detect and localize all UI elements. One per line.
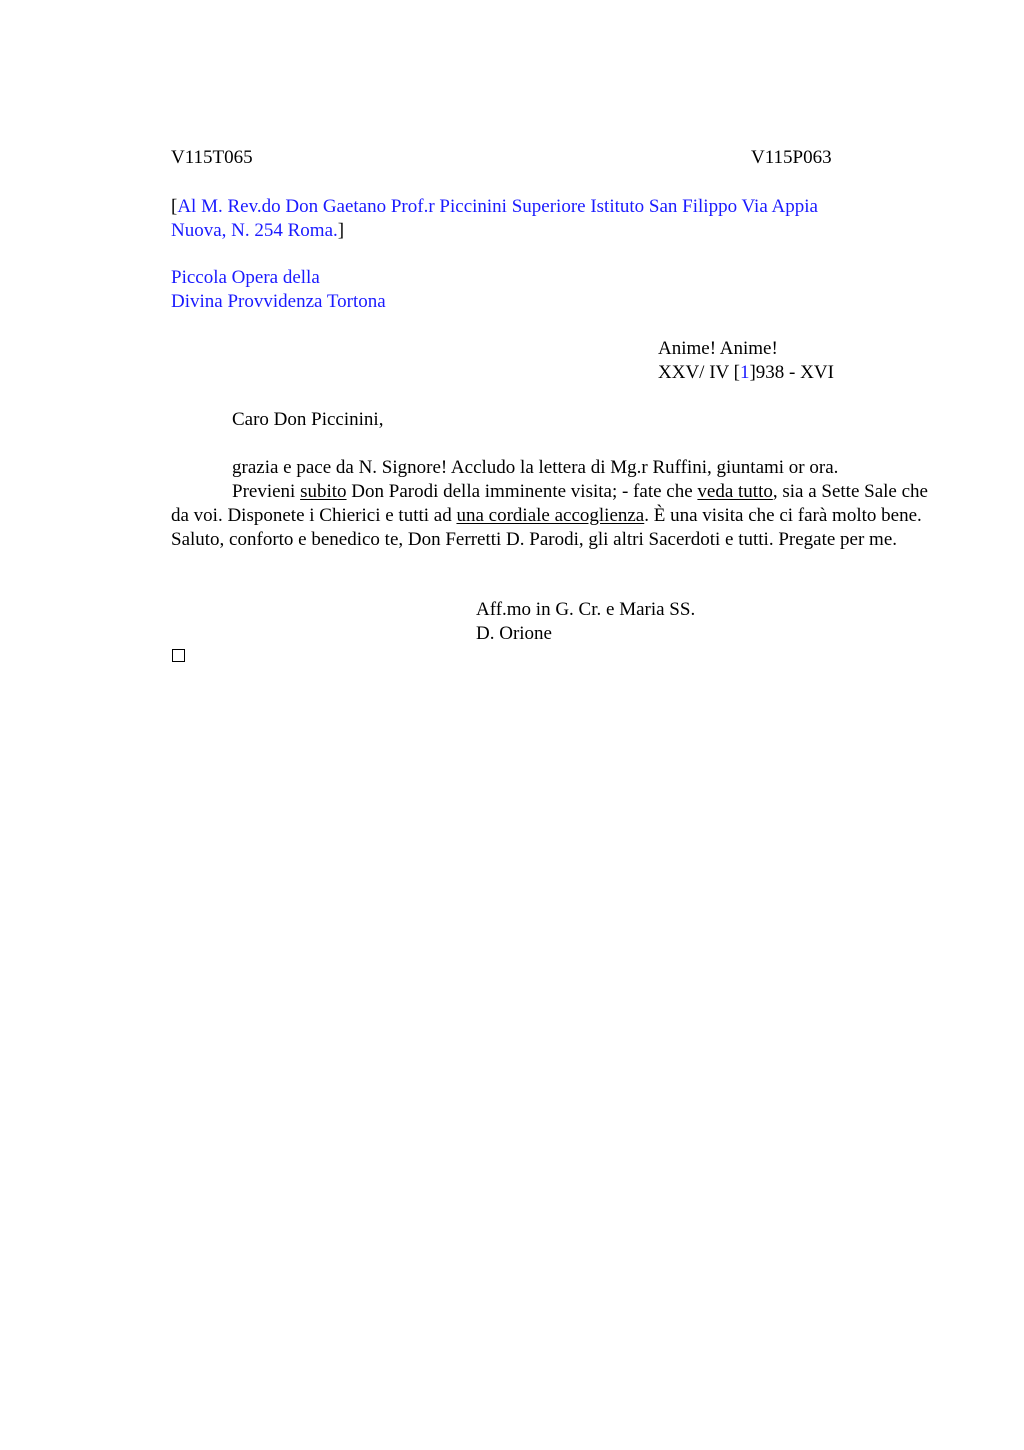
- letterhead-line-2: Divina Provvidenza Tortona: [171, 291, 386, 312]
- document-code-left: V115T065: [171, 147, 253, 168]
- address-line-1: [171, 195, 818, 219]
- date-editorial-insert: 1: [739, 362, 750, 383]
- p2-text-b: Don Parodi della imminente visita; - fate che: [346, 481, 698, 502]
- document-code-right: V115P063: [751, 147, 832, 168]
- checkbox-square-icon: [172, 649, 185, 662]
- closing-line-1: Aff.mo in G. Cr. e Maria SS.: [476, 599, 696, 620]
- motto: Anime! Anime!: [658, 338, 778, 359]
- date-suffix: ]938 - XVI: [749, 362, 834, 383]
- address-open-bracket: [: [171, 196, 178, 217]
- address-text-1: Al M. Rev.do Don Gaetano Prof.r Piccinini Superiore Istituto San Filippo Via Appia: [177, 196, 818, 217]
- address-line-2: [171, 219, 344, 243]
- date-prefix: XXV/ IV [: [658, 362, 740, 383]
- letterhead-line-1: Piccola Opera della: [171, 267, 320, 288]
- signature: D. Orione: [476, 623, 552, 644]
- p2-text-a: Previeni: [232, 481, 301, 502]
- underlined-veda-tutto: veda tutto: [697, 481, 773, 502]
- address-close-bracket: ]: [337, 220, 345, 241]
- underlined-cordiale-accoglienza: una cordiale accoglienza: [456, 505, 645, 526]
- address-text-2: Nuova, N. 254 Roma.: [171, 220, 338, 241]
- body-paragraph-1: grazia e pace da N. Signore! Accludo la lettera di Mg.r Ruffini, giuntami or ora.: [232, 457, 839, 478]
- letter-date: [658, 361, 834, 385]
- p2-text-d: . È una visita che ci farà molto bene. Saluto, conforto e benedico te, Don Ferretti D. Parodi, gli altri Sacerdoti e tutti. Pregate per me.: [171, 505, 922, 550]
- salutation: Caro Don Piccinini,: [232, 409, 384, 430]
- body-paragraph-2: [171, 480, 931, 552]
- p2-text-c: , sia a Sette Sale che da voi. Disponete i Chierici e tutti ad: [171, 481, 928, 526]
- underlined-subito: subito: [300, 481, 347, 502]
